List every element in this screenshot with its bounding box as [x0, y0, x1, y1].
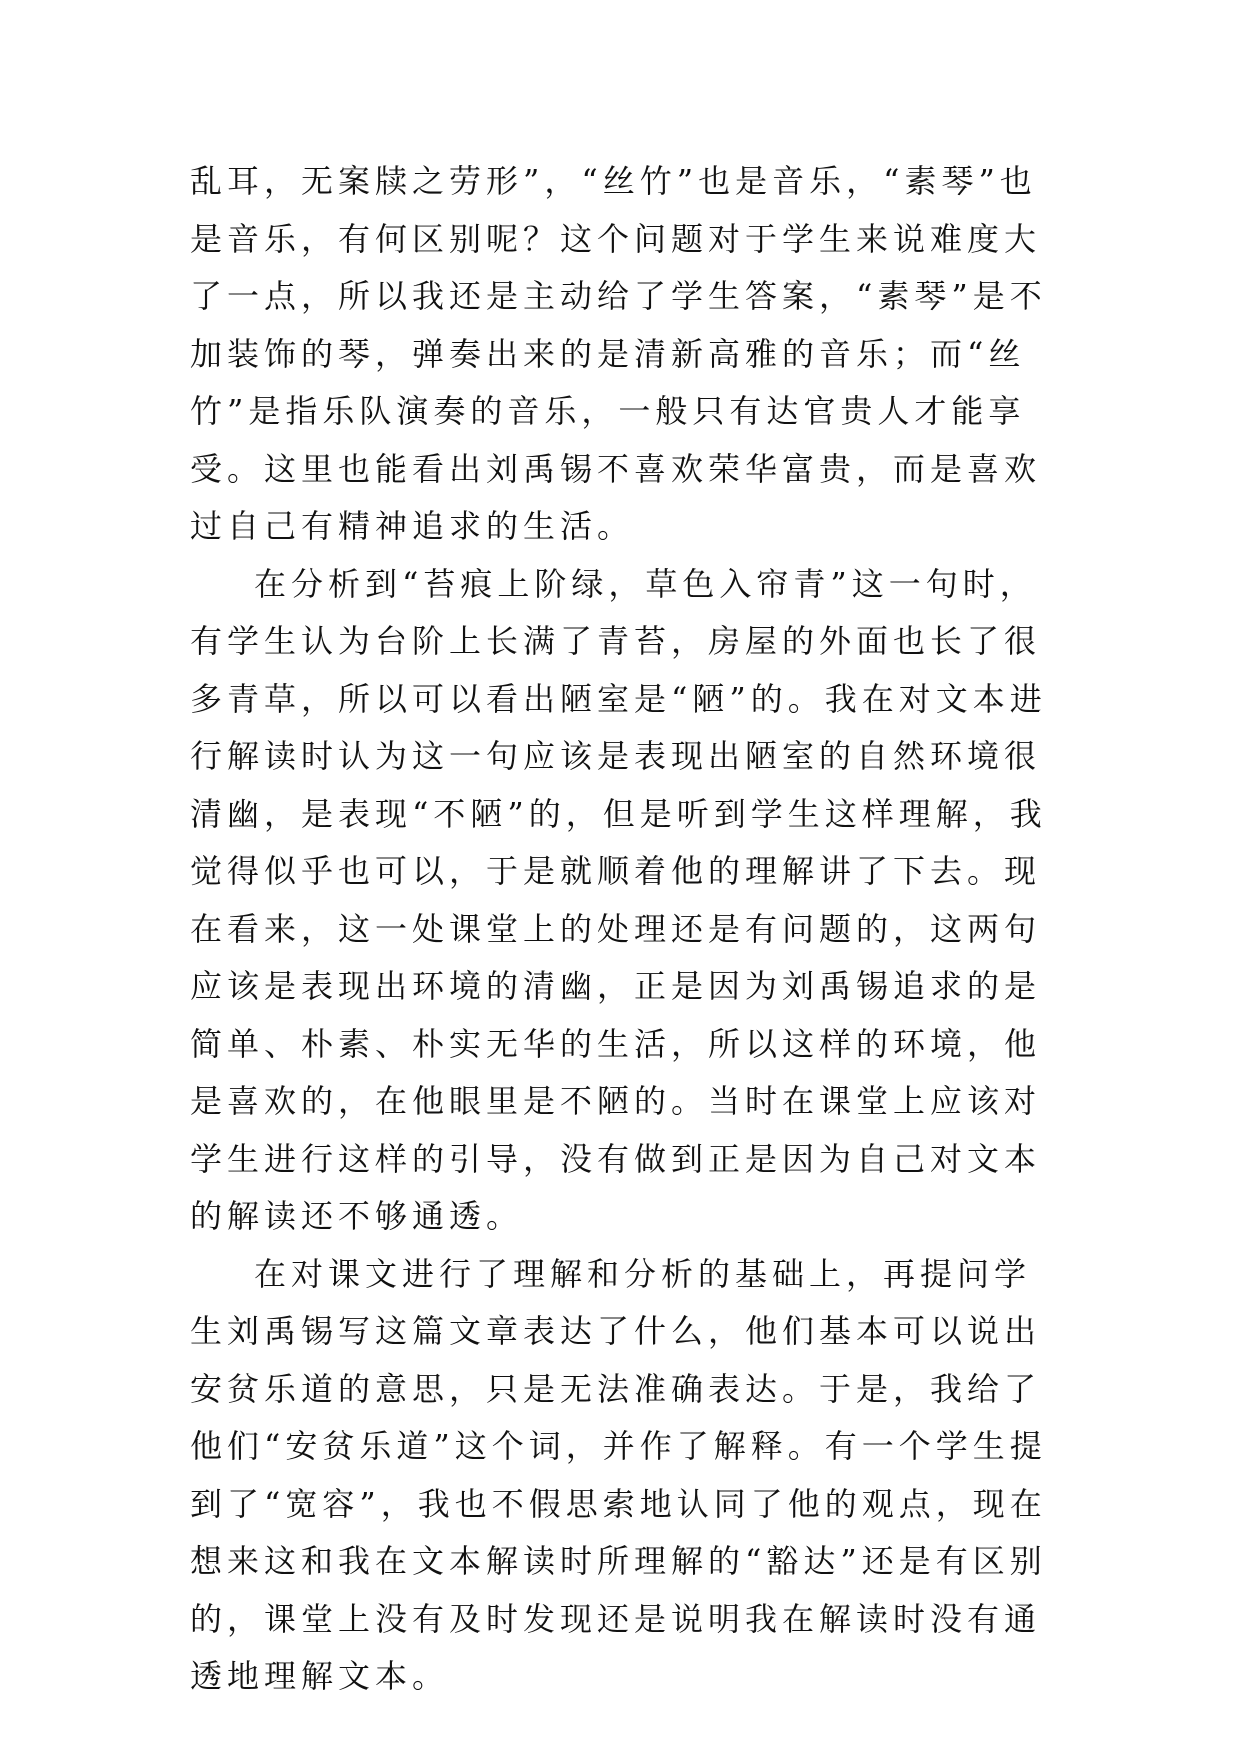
paragraph-1: 乱耳，无案牍之劳形”，“丝竹”也是音乐，“素琴”也是音乐，有何区别呢？这个问题对于学生来说难度大了一点，所以我还是主动给了学生答案，“素琴”是不加装饰的琴，弹奏出来的是清新高雅的音乐；而“丝竹”是指乐队演奏的音乐，一般只有达官贵人才能享受。这里也能看出刘禹锡不喜欢荣华富贵，而是喜欢过自己有精神追求的生活。 — [190, 162, 1047, 545]
paragraph-3: 在对课文进行了理解和分析的基础上，再提问学生刘禹锡写这篇文章表达了什么，他们基本可以说出安贫乐道的意思，只是无法准确表达。于是，我给了他们“安贫乐道”这个词，并作了解释。有一个学生提到了“宽容”，我也不假思索地认同了他的观点，现在想来这和我在文本解读时所理解的“豁达”还是有区别的，课堂上没有及时发现还是说明我在解读时没有通透地理解文本。 — [190, 1254, 1047, 1695]
document-body — [190, 153, 1052, 1706]
paragraph-2: 在分析到“苔痕上阶绿，草色入帘青”这一句时，有学生认为台阶上长满了青苔，房屋的外面也长了很多青草，所以可以看出陋室是“陋”的。我在对文本进行解读时认为这一句应该是表现出陋室的自然环境很清幽，是表现“不陋”的，但是听到学生这样理解，我觉得似乎也可以，于是就顺着他的理解讲了下去。现在看来，这一处课堂上的处理还是有问题的，这两句应该是表现出环境的清幽，正是因为刘禹锡追求的是简单、朴素、朴实无华的生活，所以这样的环境，他是喜欢的，在他眼里是不陋的。当时在课堂上应该对学生进行这样的引导，没有做到正是因为自己对文本的解读还不够通透。 — [190, 564, 1047, 1235]
